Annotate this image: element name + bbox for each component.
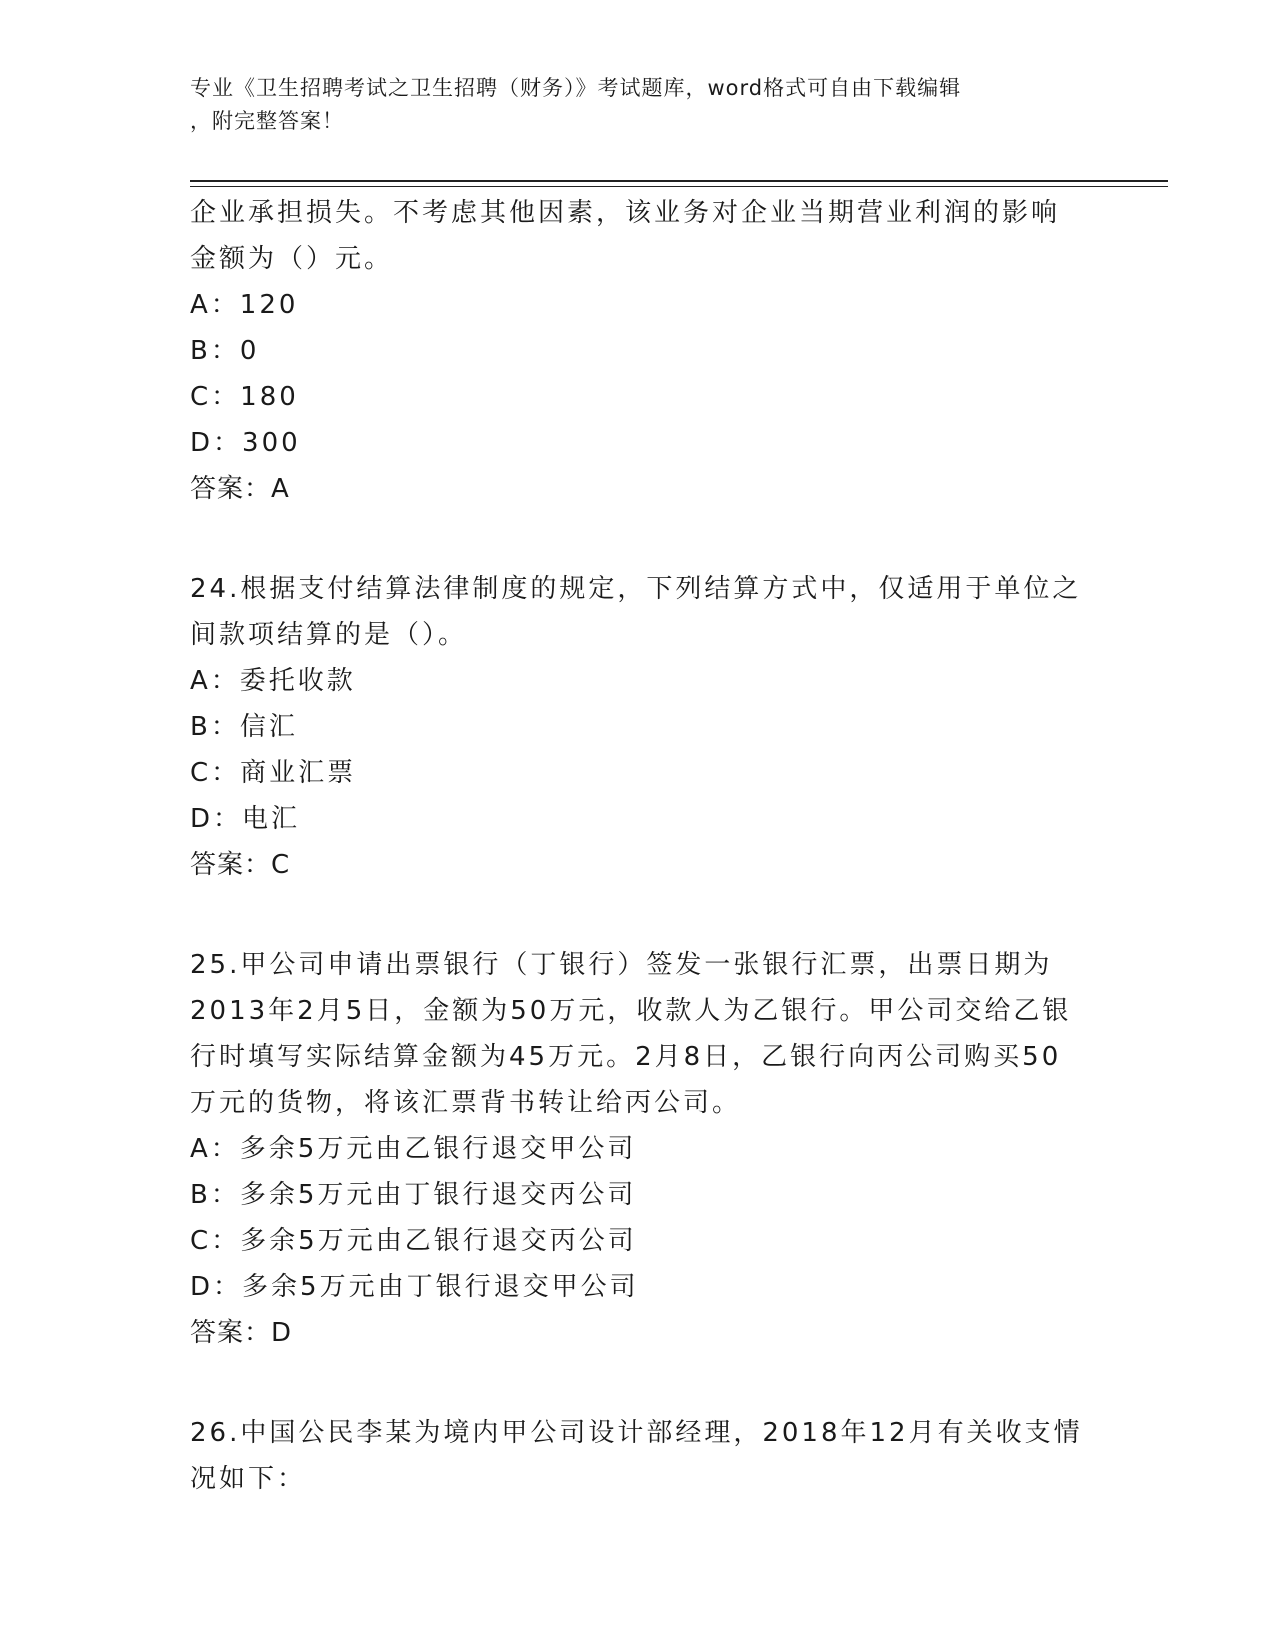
option-c: C：商业汇票 — [190, 758, 357, 788]
question-stem-line: 行时填写实际结算金额为45万元。2月8日，乙银行向丙公司购买50 — [190, 1042, 1062, 1072]
option-d: D：多余5万元由丁银行退交甲公司 — [190, 1272, 639, 1302]
option-c: C：180 — [190, 382, 299, 412]
option-a: A：多余5万元由乙银行退交甲公司 — [190, 1134, 637, 1164]
question-stem-line: 企业承担损失。不考虑其他因素，该业务对企业当期营业利润的影响 — [190, 198, 1061, 228]
option-a: A：委托收款 — [190, 666, 356, 696]
question-stem-line: 2013年2月5日，金额为50万元，收款人为乙银行。甲公司交给乙银 — [190, 996, 1072, 1026]
question-stem-line: 26.中国公民李某为境内甲公司设计部经理，2018年12月有关收支情 — [190, 1418, 1083, 1448]
header-divider-thick — [190, 180, 1168, 182]
answer-line: 答案：A — [190, 474, 290, 504]
option-c: C：多余5万元由乙银行退交丙公司 — [190, 1226, 637, 1256]
question-content — [190, 190, 1110, 1502]
option-b: B：信汇 — [190, 712, 298, 742]
question-stem-line: 况如下： — [190, 1464, 307, 1494]
question-stem-line: 间款项结算的是（）。 — [190, 620, 468, 650]
question-23 — [190, 190, 1110, 512]
header-line-1: 专业《卫生招聘考试之卫生招聘（财务）》考试题库，word格式可自由下载编辑 — [190, 76, 962, 100]
document-header — [190, 72, 1090, 138]
question-26 — [190, 1410, 1110, 1502]
question-stem-line: 25.甲公司申请出票银行（丁银行）签发一张银行汇票，出票日期为 — [190, 950, 1053, 980]
question-24 — [190, 566, 1110, 888]
option-b: B：多余5万元由丁银行退交丙公司 — [190, 1180, 637, 1210]
option-a: A：120 — [190, 290, 299, 320]
question-stem-line: 金额为（）元。 — [190, 244, 394, 274]
header-divider-thin — [190, 186, 1168, 187]
answer-line: 答案：D — [190, 1318, 293, 1348]
option-b: B：0 — [190, 336, 260, 366]
question-25 — [190, 942, 1110, 1356]
header-line-2: ，附完整答案！ — [190, 109, 344, 133]
option-d: D：300 — [190, 428, 301, 458]
question-stem-line: 24.根据支付结算法律制度的规定，下列结算方式中，仅适用于单位之 — [190, 574, 1082, 604]
option-d: D：电汇 — [190, 804, 301, 834]
question-stem-line: 万元的货物，将该汇票背书转让给丙公司。 — [190, 1088, 742, 1118]
answer-line: 答案：C — [190, 850, 291, 880]
